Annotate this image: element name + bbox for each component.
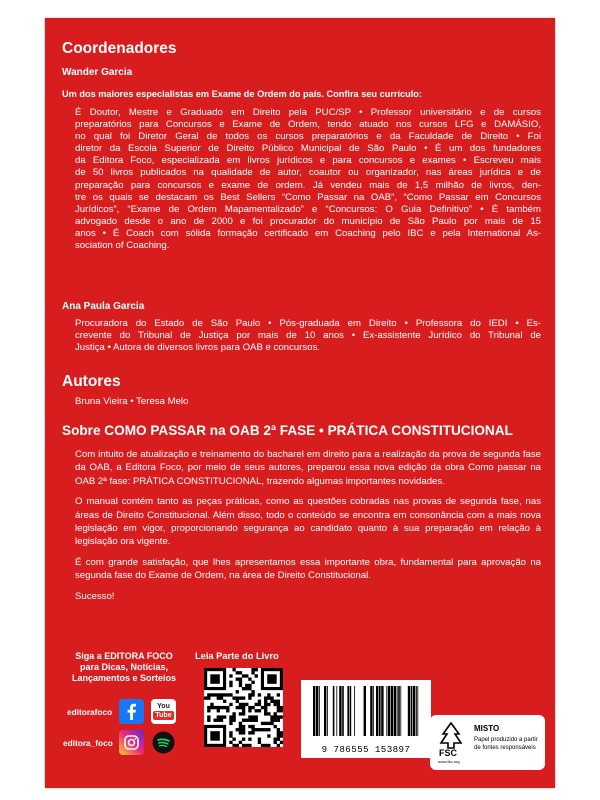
youtube-icon[interactable] [151,699,176,724]
ana-bio [75,318,541,354]
sobre-closing: Sucesso! [75,590,115,602]
instagram-icon[interactable] [119,730,144,755]
instagram-icon [119,730,144,755]
qr-label: Leia Parte do Livro [195,651,279,661]
fsc-url: www.fsc.org [438,759,460,764]
fsc-line: de fontes responsáveis [474,745,536,751]
fsc-certification [430,715,545,770]
bio-line: sociation of Coaching. [75,240,170,252]
sobre-paragraph: É com grande satisfação, que lhes apresentamos essa importante obra, fundamental para aprovação na segunda fase do Exame de Ordem, na área de Direito Constitucional. [75,556,541,582]
qr-code[interactable] [204,668,283,747]
sobre-paragraph: Com intuito de atualização e treinamento do bacharel em direito para a realização da prova de segunda fase da OAB, a Editora Foco, por meio de seus autores, preparou essa nova edição da obra Como passar na OAB 2ª fase: PRÁTICA CONSTITUCIONAL, trazendo algumas importantes novidades. [75,449,541,487]
social-title-line: Lançamentos e Sorteios [71,673,177,684]
sobre-paragraph: O manual contém tanto as peças práticas, como as questões cobradas nas provas de segunda fase, nas áreas de Direito Constitucional. Além disso, todo o conteúdo se encontra em consonância com a mais nova legislação em vigor, proporcionando segurança ao candidato quanto à sua preparação em relação à legislação ora vigente. [75,496,541,548]
back-cover [45,18,555,788]
sobre-heading: Sobre COMO PASSAR na OAB 2ª FASE • PRÁTICA CONSTITUCIONAL [62,423,513,438]
bio-line: Jurídicos”, “Exame de Ordem Mapamentalizado” e “Concursos: O Guia Definitivo” • É também [75,203,541,215]
bio-line: anos • É Coach com sólida formação certificado em Coaching pelo IBC e pela International As- [75,227,541,239]
wander-bio [75,107,541,252]
bio-line: É Doutor, Mestre e Graduado em Direito pela PUC/SP • Professor universitário e de cursos [75,107,541,118]
fsc-logo-text: FSC [439,748,457,758]
social-follow-text [69,651,179,685]
bio-line: da Editora Foco, especializada em livros jurídicos e para concursos e exames • Escreveu mais [75,155,541,167]
spotify-icon [151,730,176,755]
barcode [301,680,431,758]
bio-line: preparatórios para Concursos e Exame de Ordem, tendo atuado nos cursos LFG e DAMÁSIO, [75,119,541,131]
social-title-line: para Dicas, Notícias, [79,662,169,673]
spotify-icon[interactable] [151,730,176,755]
sobre-body [75,448,541,610]
barcode-bars [301,680,431,740]
fsc-line: Papel produzido a partir [474,737,538,743]
social-title-line: Siga a EDITORA FOCO [75,651,173,661]
social-handle-editora-foco: editora_foco [63,738,113,748]
barcode-number: 9 786555 153897 [321,744,411,755]
youtube-wordmark-tube: Tube [155,712,172,719]
bio-line: de 50 livros publicados na qualidade de autor, coautor ou organizador, nas áreas jurídica e de [75,167,541,179]
bio-line: Justiça • Autora de diversos livros para OAB e concursos. [75,342,320,354]
bio-line: crevente do Tribunal de Justiça por mais de 10 anos • Ex-assistente Jurídico do Tribunal de [75,330,541,342]
bio-line: tre os quais se destacam os Best Sellers “Como Passar na OAB”, “Como Passar em Concursos [75,191,541,203]
bio-line: preparação para concursos e exame de ordem. Já vendeu mais de 1,5 milhão de livros, den- [75,179,541,191]
bio-line: diretor da Escola Superior de Direito Público Municipal de São Paulo • É um dos fundadores [75,143,541,155]
autores-heading: Autores [62,373,121,390]
facebook-icon [119,699,144,724]
youtube-wordmark: You [157,703,170,710]
bio-line: Procuradora do Estado de São Paulo • Pós-graduada em Direito • Professora do IEDI • Es- [75,318,541,329]
bio-line: no qual foi Diretor Geral de todos os cursos preparatórios e da Faculdade de Direito • Foi [75,131,541,143]
coordenadores-heading: Coordenadores [62,40,177,57]
coordinator-intro: Um dos maiores especialistas em Exame de Ordem do país. Confira seu currículo: [62,89,422,99]
facebook-icon[interactable] [119,699,144,724]
fsc-text [474,736,538,752]
coordinator-name-ana: Ana Paula Garcia [62,301,145,312]
fsc-title: MISTO [474,724,500,733]
autores-names: Bruna Vieira • Teresa Melo [75,396,189,407]
bio-line: advogado desde o ano de 2000 e foi procurador do município de São Paulo por mais de 15 [75,215,541,227]
social-handle-editorafoco: editorafoco [67,707,113,717]
coordinator-name-wander: Wander Garcia [62,67,133,78]
qr-code-image [204,668,283,747]
